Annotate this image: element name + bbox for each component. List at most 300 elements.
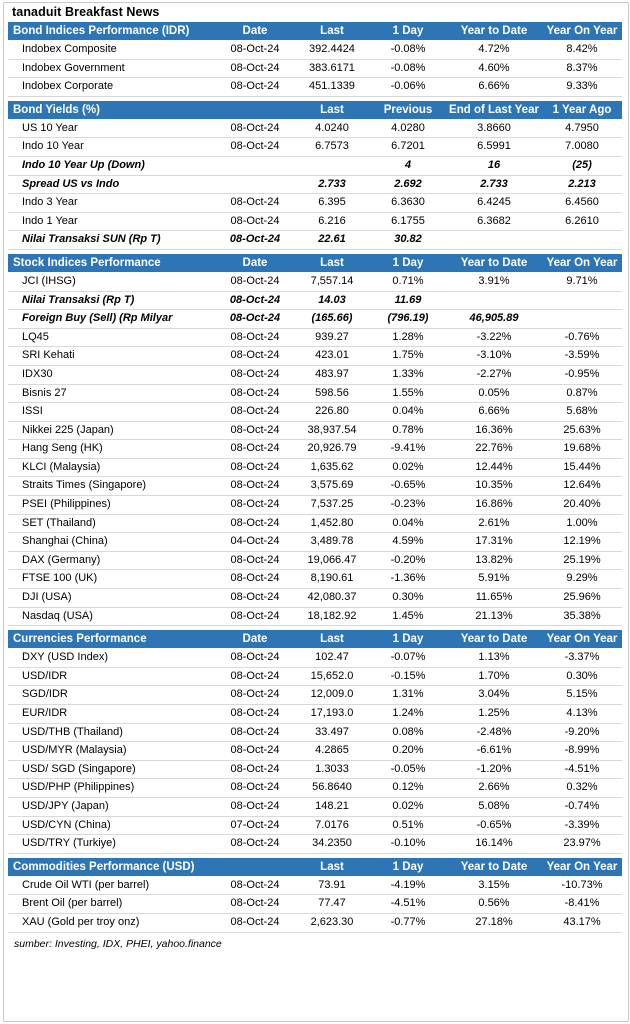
row-value: 12.44% [446, 458, 542, 477]
row-value: 12.19% [542, 533, 622, 552]
row-value: -8.41% [542, 895, 622, 914]
row-value: 08-Oct-24 [216, 78, 294, 97]
row-value: 08-Oct-24 [216, 347, 294, 366]
row-value: 0.05% [446, 384, 542, 403]
row-value: 8,190.61 [294, 570, 370, 589]
row-value: 3.15% [446, 876, 542, 895]
row-value: -3.59% [542, 347, 622, 366]
row-value: (165.66) [294, 310, 370, 329]
row-value: 08-Oct-24 [216, 477, 294, 496]
table-row [8, 496, 622, 515]
row-value: 3.8660 [446, 119, 542, 138]
row-value: 4.0240 [294, 119, 370, 138]
row-label: Shanghai (China) [8, 533, 216, 552]
row-value: -0.65% [370, 477, 446, 496]
table-row [8, 384, 622, 403]
row-value: 08-Oct-24 [216, 212, 294, 231]
table-row [8, 570, 622, 589]
row-label: Indobex Corporate [8, 78, 216, 97]
row-value: 12.64% [542, 477, 622, 496]
row-value: 5.08% [446, 797, 542, 816]
row-value: 1.45% [370, 607, 446, 626]
row-value: -9.41% [370, 440, 446, 459]
row-value: 1.3033 [294, 760, 370, 779]
table-row [8, 119, 622, 138]
row-value: -3.22% [446, 328, 542, 347]
column-header: Last [294, 858, 370, 877]
row-value: -0.06% [370, 78, 446, 97]
row-value: 16 [446, 156, 542, 175]
row-value: 6.4560 [542, 194, 622, 213]
row-label: LQ45 [8, 328, 216, 347]
row-value: 17,193.0 [294, 705, 370, 724]
row-value: -0.07% [370, 649, 446, 668]
section-title: Commodities Performance (USD) [8, 858, 216, 877]
source-note: sumber: Investing, IDX, PHEI, yahoo.finance [14, 937, 222, 950]
row-value: 08-Oct-24 [216, 231, 294, 250]
row-value: 20.40% [542, 496, 622, 515]
row-value [216, 156, 294, 175]
row-value: -1.20% [446, 760, 542, 779]
row-value: 1.24% [370, 705, 446, 724]
row-label: USD/PHP (Philippines) [8, 779, 216, 798]
row-value: 2.61% [446, 514, 542, 533]
section-title: Bond Indices Performance (IDR) [8, 22, 216, 41]
row-value: 08-Oct-24 [216, 496, 294, 515]
row-value: -6.61% [446, 742, 542, 761]
row-value: 2.692 [370, 175, 446, 194]
column-header: Year On Year [542, 858, 622, 877]
column-header: Year to Date [446, 22, 542, 41]
row-value: 08-Oct-24 [216, 667, 294, 686]
row-value: 1.00% [542, 514, 622, 533]
row-value: 08-Oct-24 [216, 272, 294, 291]
section-header-commodities [8, 858, 622, 877]
row-label: USD/THB (Thailand) [8, 723, 216, 742]
row-value: -0.10% [370, 835, 446, 854]
row-value: 5.91% [446, 570, 542, 589]
row-value: 08-Oct-24 [216, 797, 294, 816]
row-value: -0.05% [370, 760, 446, 779]
row-value: 0.71% [370, 272, 446, 291]
row-value: -0.74% [542, 797, 622, 816]
table-row [8, 59, 622, 78]
row-value: 08-Oct-24 [216, 138, 294, 157]
row-value: 226.80 [294, 403, 370, 422]
row-value: 19.68% [542, 440, 622, 459]
table-row [8, 231, 622, 250]
row-value: 6.5991 [446, 138, 542, 157]
row-value: 08-Oct-24 [216, 895, 294, 914]
row-value: 0.30% [542, 667, 622, 686]
row-value: 0.08% [370, 723, 446, 742]
row-value: 1,452.80 [294, 514, 370, 533]
row-value [446, 231, 542, 250]
row-label: Straits Times (Singapore) [8, 477, 216, 496]
column-header: Previous [370, 101, 446, 120]
row-value: 08-Oct-24 [216, 59, 294, 78]
row-label: EUR/IDR [8, 705, 216, 724]
row-value: -0.76% [542, 328, 622, 347]
column-header [216, 858, 294, 877]
column-header: 1 Day [370, 858, 446, 877]
section-header-currencies [8, 630, 622, 649]
row-label: Indo 10 Year [8, 138, 216, 157]
row-value: 8.37% [542, 59, 622, 78]
row-value: 7.0176 [294, 816, 370, 835]
row-value: 15.44% [542, 458, 622, 477]
row-label: USD/TRY (Turkiye) [8, 835, 216, 854]
row-value: 77.47 [294, 895, 370, 914]
row-value: -2.27% [446, 365, 542, 384]
row-value: 35.38% [542, 607, 622, 626]
table-row [8, 514, 622, 533]
row-value: 598.56 [294, 384, 370, 403]
row-value: 04-Oct-24 [216, 533, 294, 552]
column-header: 1 Day [370, 254, 446, 273]
row-value: 2.66% [446, 779, 542, 798]
row-value: 0.56% [446, 895, 542, 914]
row-value: 08-Oct-24 [216, 194, 294, 213]
row-value: -0.23% [370, 496, 446, 515]
row-value: 0.04% [370, 403, 446, 422]
table-row [8, 421, 622, 440]
row-value: 483.97 [294, 365, 370, 384]
table-row [8, 895, 622, 914]
row-value: 2.733 [446, 175, 542, 194]
row-label: Bisnis 27 [8, 384, 216, 403]
row-value: 0.12% [370, 779, 446, 798]
row-value [294, 156, 370, 175]
row-value: 73.91 [294, 876, 370, 895]
row-value: 19,066.47 [294, 551, 370, 570]
row-value: 21.13% [446, 607, 542, 626]
table-row [8, 78, 622, 97]
table-row [8, 41, 622, 60]
table-row [8, 477, 622, 496]
row-value: 6.7201 [370, 138, 446, 157]
row-value: 25.19% [542, 551, 622, 570]
row-value: 7.0080 [542, 138, 622, 157]
row-value: 6.4245 [446, 194, 542, 213]
row-value: 423.01 [294, 347, 370, 366]
row-value: 08-Oct-24 [216, 310, 294, 329]
table-row [8, 175, 622, 194]
section-title: Stock Indices Performance [8, 254, 216, 273]
row-value: 17.31% [446, 533, 542, 552]
row-value [542, 231, 622, 250]
page-title: tanaduit Breakfast News [12, 5, 160, 19]
table-row [8, 705, 622, 724]
row-label: Nilai Transaksi SUN (Rp T) [8, 231, 216, 250]
row-label: SRI Kehati [8, 347, 216, 366]
row-value: 30.82 [370, 231, 446, 250]
row-value: 939.27 [294, 328, 370, 347]
row-value: 07-Oct-24 [216, 816, 294, 835]
row-label: KLCI (Malaysia) [8, 458, 216, 477]
row-label: PSEI (Philippines) [8, 496, 216, 515]
row-value: -0.15% [370, 667, 446, 686]
row-value: 4.7950 [542, 119, 622, 138]
table-row [8, 835, 622, 854]
column-header: Year to Date [446, 254, 542, 273]
table-row [8, 607, 622, 626]
row-value: 392.4424 [294, 41, 370, 60]
row-value: 6.66% [446, 78, 542, 97]
table-row [8, 138, 622, 157]
row-value: 6.7573 [294, 138, 370, 157]
row-value: 1,635.62 [294, 458, 370, 477]
column-header: Date [216, 22, 294, 41]
table-row [8, 458, 622, 477]
column-header: Last [294, 630, 370, 649]
row-value: 7,557.14 [294, 272, 370, 291]
row-value [446, 291, 542, 310]
row-value: 383.6171 [294, 59, 370, 78]
row-label: ISSI [8, 403, 216, 422]
row-value: 9.29% [542, 570, 622, 589]
section-header-bond-indices [8, 22, 622, 41]
row-label: USD/MYR (Malaysia) [8, 742, 216, 761]
column-header: Year to Date [446, 630, 542, 649]
row-label: DJI (USA) [8, 589, 216, 608]
row-value: 1.75% [370, 347, 446, 366]
row-value: 6.3682 [446, 212, 542, 231]
row-value: -10.73% [542, 876, 622, 895]
row-value: 2,623.30 [294, 913, 370, 932]
row-value: 16.36% [446, 421, 542, 440]
row-value: 08-Oct-24 [216, 686, 294, 705]
row-label: Nilai Transaksi (Rp T) [8, 291, 216, 310]
column-header: Year On Year [542, 22, 622, 41]
row-value: -0.65% [446, 816, 542, 835]
row-value: 46,905.89 [446, 310, 542, 329]
row-value: 08-Oct-24 [216, 742, 294, 761]
row-value: -0.08% [370, 59, 446, 78]
row-value: 0.04% [370, 514, 446, 533]
row-value: 16.86% [446, 496, 542, 515]
row-value: 6.66% [446, 403, 542, 422]
row-value: 42,080.37 [294, 589, 370, 608]
row-value: 0.30% [370, 589, 446, 608]
row-value: 11.69 [370, 291, 446, 310]
row-value: 08-Oct-24 [216, 440, 294, 459]
row-value: 56.8640 [294, 779, 370, 798]
row-value: -4.19% [370, 876, 446, 895]
row-label: SGD/IDR [8, 686, 216, 705]
row-value: 08-Oct-24 [216, 649, 294, 668]
row-value: 25.96% [542, 589, 622, 608]
row-value: 3,489.78 [294, 533, 370, 552]
row-value: 20,926.79 [294, 440, 370, 459]
row-value: -0.20% [370, 551, 446, 570]
row-label: USD/CYN (China) [8, 816, 216, 835]
row-value: 0.02% [370, 797, 446, 816]
row-label: Indo 1 Year [8, 212, 216, 231]
row-label: Brent Oil (per barrel) [8, 895, 216, 914]
row-value: 4.72% [446, 41, 542, 60]
row-value: 1.25% [446, 705, 542, 724]
row-value: 4.2865 [294, 742, 370, 761]
row-label: Nasdaq (USA) [8, 607, 216, 626]
row-value: 08-Oct-24 [216, 570, 294, 589]
row-value: 0.02% [370, 458, 446, 477]
table-row [8, 589, 622, 608]
row-label: DXY (USD Index) [8, 649, 216, 668]
table-row [8, 156, 622, 175]
row-value: 5.68% [542, 403, 622, 422]
row-value: 9.33% [542, 78, 622, 97]
row-value: 08-Oct-24 [216, 514, 294, 533]
row-value: 148.21 [294, 797, 370, 816]
row-value: 11.65% [446, 589, 542, 608]
table-row [8, 291, 622, 310]
row-value: 18,182.92 [294, 607, 370, 626]
column-header: Year to Date [446, 858, 542, 877]
row-value: -0.95% [542, 365, 622, 384]
row-value: 4.59% [370, 533, 446, 552]
row-value: 0.51% [370, 816, 446, 835]
row-value: 2.213 [542, 175, 622, 194]
row-value: (25) [542, 156, 622, 175]
table-row [8, 194, 622, 213]
row-value: 102.47 [294, 649, 370, 668]
row-value: 6.1755 [370, 212, 446, 231]
table-row [8, 551, 622, 570]
row-value: 33.497 [294, 723, 370, 742]
row-value: -0.08% [370, 41, 446, 60]
row-value: 0.20% [370, 742, 446, 761]
table-row [8, 760, 622, 779]
row-label: Indo 10 Year Up (Down) [8, 156, 216, 175]
row-value [542, 310, 622, 329]
row-label: Indo 3 Year [8, 194, 216, 213]
row-label: USD/IDR [8, 667, 216, 686]
row-value: -1.36% [370, 570, 446, 589]
row-value: 13.82% [446, 551, 542, 570]
row-value: 6.2610 [542, 212, 622, 231]
row-value: -9.20% [542, 723, 622, 742]
column-header: Date [216, 254, 294, 273]
row-value: 2.733 [294, 175, 370, 194]
table-row [8, 403, 622, 422]
table-row [8, 212, 622, 231]
row-value: 38,937.54 [294, 421, 370, 440]
row-value [216, 175, 294, 194]
row-value: 27.18% [446, 913, 542, 932]
row-value: -3.10% [446, 347, 542, 366]
table-row [8, 686, 622, 705]
row-value: 16.14% [446, 835, 542, 854]
row-label: IDX30 [8, 365, 216, 384]
row-value: 08-Oct-24 [216, 705, 294, 724]
row-value: 1.31% [370, 686, 446, 705]
row-value: 08-Oct-24 [216, 41, 294, 60]
row-value: 08-Oct-24 [216, 328, 294, 347]
table-row [8, 328, 622, 347]
row-value: 08-Oct-24 [216, 119, 294, 138]
row-value: 08-Oct-24 [216, 913, 294, 932]
row-value: 7,537.25 [294, 496, 370, 515]
row-value: 4 [370, 156, 446, 175]
table-row [8, 365, 622, 384]
column-header: 1 Day [370, 630, 446, 649]
row-value: 08-Oct-24 [216, 779, 294, 798]
row-value: 12,009.0 [294, 686, 370, 705]
table-row [8, 779, 622, 798]
row-value: 34.2350 [294, 835, 370, 854]
row-label: US 10 Year [8, 119, 216, 138]
section-header-bond-yields [8, 101, 622, 120]
row-value: 08-Oct-24 [216, 835, 294, 854]
row-value: 15,652.0 [294, 667, 370, 686]
column-header: Date [216, 630, 294, 649]
row-value: 23.97% [542, 835, 622, 854]
column-header: 1 Day [370, 22, 446, 41]
table-row [8, 816, 622, 835]
row-value: 4.13% [542, 705, 622, 724]
column-header: Last [294, 254, 370, 273]
column-header: 1 Year Ago [542, 101, 622, 120]
row-value: 451.1339 [294, 78, 370, 97]
row-value: 25.63% [542, 421, 622, 440]
row-label: Hang Seng (HK) [8, 440, 216, 459]
row-value: 1.28% [370, 328, 446, 347]
market-data-table [8, 22, 622, 933]
row-value: 6.395 [294, 194, 370, 213]
row-value: 08-Oct-24 [216, 607, 294, 626]
row-value: -4.51% [370, 895, 446, 914]
row-value: 3.91% [446, 272, 542, 291]
row-value: 8.42% [542, 41, 622, 60]
row-value: 0.32% [542, 779, 622, 798]
column-header [216, 101, 294, 120]
section-title: Currencies Performance [8, 630, 216, 649]
row-label: DAX (Germany) [8, 551, 216, 570]
row-value: 0.87% [542, 384, 622, 403]
row-value: 1.13% [446, 649, 542, 668]
row-value: 08-Oct-24 [216, 760, 294, 779]
row-value: 1.70% [446, 667, 542, 686]
row-value: -3.39% [542, 816, 622, 835]
row-label: Indobex Government [8, 59, 216, 78]
row-value: -3.37% [542, 649, 622, 668]
row-value: 43.17% [542, 913, 622, 932]
table-row [8, 913, 622, 932]
row-label: JCI (IHSG) [8, 272, 216, 291]
row-value: 1.33% [370, 365, 446, 384]
row-label: Foreign Buy (Sell) (Rp Milyar [8, 310, 216, 329]
row-value: (796.19) [370, 310, 446, 329]
row-value: -2.48% [446, 723, 542, 742]
row-label: Crude Oil WTI (per barrel) [8, 876, 216, 895]
row-value: 3.04% [446, 686, 542, 705]
row-value: 6.216 [294, 212, 370, 231]
table-row [8, 667, 622, 686]
row-label: USD/ SGD (Singapore) [8, 760, 216, 779]
table-row [8, 723, 622, 742]
column-header: Year On Year [542, 630, 622, 649]
row-value: 9.71% [542, 272, 622, 291]
table-row [8, 347, 622, 366]
row-value: 08-Oct-24 [216, 723, 294, 742]
row-value: 0.78% [370, 421, 446, 440]
row-value: 6.3630 [370, 194, 446, 213]
row-label: FTSE 100 (UK) [8, 570, 216, 589]
table-row [8, 310, 622, 329]
row-value: 4.60% [446, 59, 542, 78]
row-value: 08-Oct-24 [216, 876, 294, 895]
